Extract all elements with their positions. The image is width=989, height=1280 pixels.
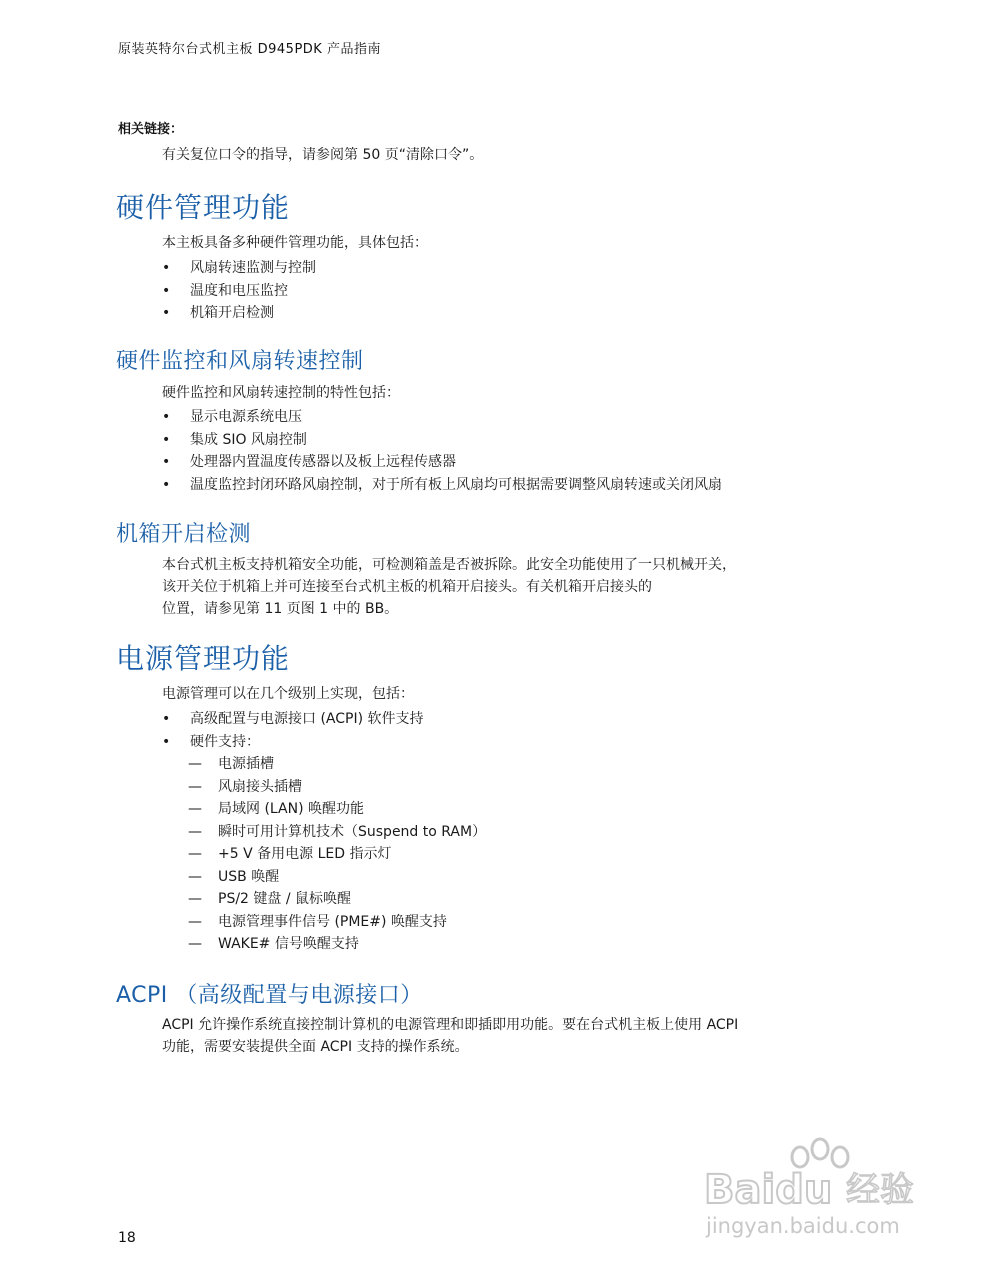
power-management-intro: 电源管理可以在几个级别上实现，包括： — [162, 686, 414, 702]
sub-list-item: — USB 唤醒 — [188, 866, 486, 889]
chassis-paragraph-line-2: 该开关位于机箱上并可连接至台式机主板的机箱开启接头。有关机箱开启接头的 — [162, 579, 652, 595]
chassis-paragraph-line-1: 本台式机主板支持机箱安全功能，可检测箱盖是否被拆除。此安全功能使用了一只机械开关， — [162, 557, 736, 573]
heading-hardware-management: 硬件管理功能 — [116, 191, 291, 224]
watermark-brand-cn: 经验 — [846, 1170, 914, 1210]
hardware-monitoring-list — [162, 406, 722, 496]
list-item: • 集成 SIO 风扇控制 — [162, 429, 722, 452]
list-item: • 温度和电压监控 — [162, 280, 316, 303]
hardware-support-sublist — [188, 753, 486, 956]
list-item: • 高级配置与电源接口 (ACPI) 软件支持 — [162, 708, 424, 731]
acpi-paragraph-line-2: 功能，需要安装提供全面 ACPI 支持的操作系统。 — [162, 1039, 469, 1055]
related-links-label: 相关链接： — [118, 122, 184, 137]
related-links-text: 有关复位口令的指导，请参阅第 50 页“清除口令”。 — [162, 147, 484, 163]
heading-power-management: 电源管理功能 — [116, 642, 291, 675]
heading-hardware-monitoring: 硬件监控和风扇转速控制 — [116, 349, 364, 374]
baidu-watermark-logo — [700, 1135, 940, 1245]
running-header: 原装英特尔台式机主板 D945PDK 产品指南 — [118, 42, 381, 57]
power-management-list — [162, 708, 424, 753]
list-item: • 风扇转速监测与控制 — [162, 257, 316, 280]
sub-list-item: — WAKE# 信号唤醒支持 — [188, 933, 486, 956]
sub-list-item: — 电源管理事件信号 (PME#) 唤醒支持 — [188, 911, 486, 934]
hardware-management-list — [162, 257, 316, 325]
hardware-monitoring-intro: 硬件监控和风扇转速控制的特性包括： — [162, 385, 400, 401]
acpi-paragraph-line-1: ACPI 允许操作系统直接控制计算机的电源管理和即插即用功能。要在台式机主板上使用 ACPI — [162, 1017, 739, 1033]
watermark-brand: Baidu — [704, 1167, 833, 1213]
list-item: • 温度监控封闭环路风扇控制，对于所有板上风扇均可根据需要调整风扇转速或关闭风扇 — [162, 474, 722, 497]
sub-list-item: — 风扇接头插槽 — [188, 776, 486, 799]
sub-list-item: — +5 V 备用电源 LED 指示灯 — [188, 843, 486, 866]
list-item: • 硬件支持： — [162, 731, 424, 754]
sub-list-item: — 电源插槽 — [188, 753, 486, 776]
sub-list-item: — 局域网 (LAN) 唤醒功能 — [188, 798, 486, 821]
hardware-management-intro: 本主板具备多种硬件管理功能，具体包括： — [162, 235, 428, 251]
list-item: • 处理器内置温度传感器以及板上远程传感器 — [162, 451, 722, 474]
watermark-url: jingyan.baidu.com — [706, 1214, 900, 1238]
sub-list-item: — PS/2 键盘 / 鼠标唤醒 — [188, 888, 486, 911]
list-item: • 显示电源系统电压 — [162, 406, 722, 429]
heading-acpi: ACPI （高级配置与电源接口） — [116, 983, 423, 1008]
heading-chassis-intrusion: 机箱开启检测 — [116, 522, 252, 547]
list-item: • 机箱开启检测 — [162, 302, 316, 325]
sub-list-item: — 瞬时可用计算机技术（Suspend to RAM） — [188, 821, 486, 844]
page-number: 18 — [118, 1230, 136, 1246]
chassis-paragraph-line-3: 位置，请参见第 11 页图 1 中的 BB。 — [162, 601, 399, 617]
